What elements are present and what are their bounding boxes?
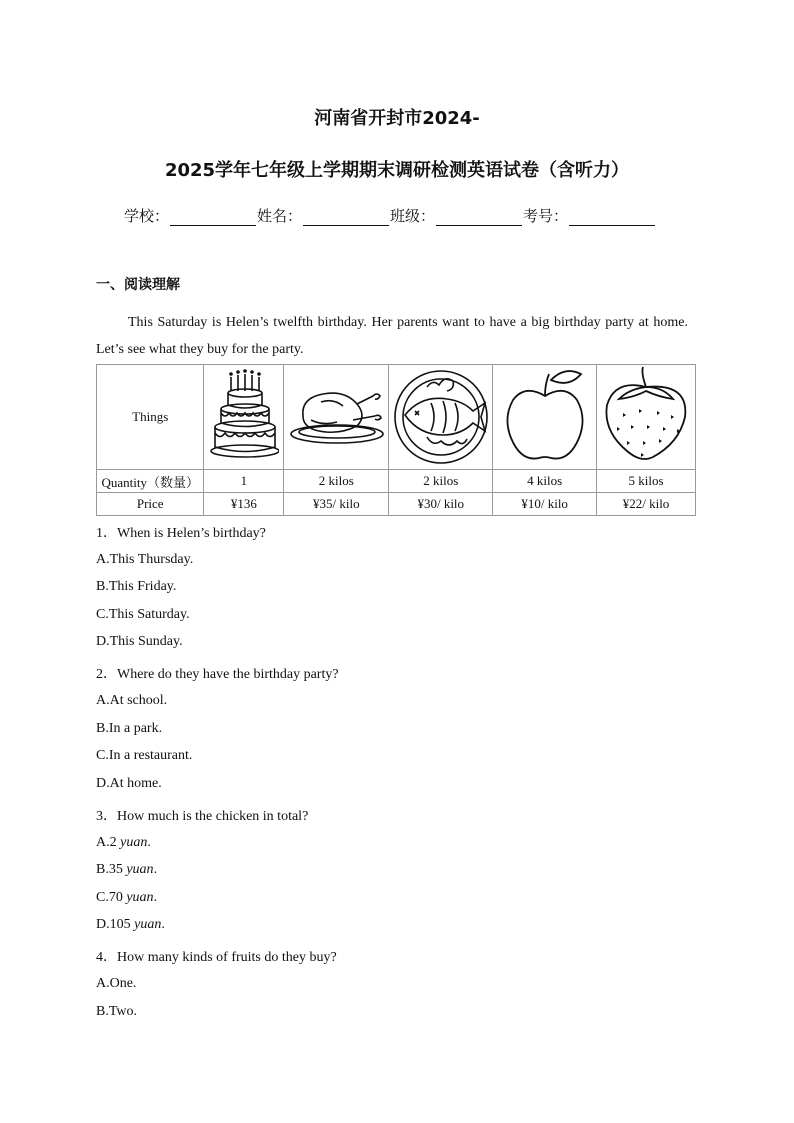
q3-option-a-unit: yuan [120, 835, 148, 850]
q3-option-d[interactable] [96, 917, 165, 933]
q3-option-d-period: . [161, 917, 165, 932]
quantity-strawberry: 5 kilos [597, 470, 696, 493]
price-apple: ¥10/ kilo [493, 493, 597, 516]
quantity-apple: 4 kilos [493, 470, 597, 493]
apple-icon [493, 365, 597, 470]
q3-option-a[interactable] [96, 835, 151, 851]
number-blank[interactable] [569, 211, 655, 226]
number-label: 考号： [523, 207, 569, 225]
q3-option-c-value: C.70 [96, 890, 127, 905]
q1-option-d[interactable]: D.This Sunday. [96, 634, 183, 649]
reading-passage: This Saturday is Helen’s twelfth birthday. Her parents want to have a big birthday party at home. Let’s see what they buy for the party. [96, 315, 688, 357]
question-1-stem: 1．When is Helen’s birthday? [96, 526, 266, 541]
price-cake: ¥136 [204, 493, 284, 516]
q3-option-b-value: B.35 [96, 862, 127, 877]
quantity-chicken: 2 kilos [284, 470, 389, 493]
q2-option-c[interactable]: C.In a restaurant. [96, 748, 193, 763]
name-blank[interactable] [303, 211, 389, 226]
title-line-1: 河南省开封市2024- [314, 108, 480, 129]
q3-option-d-value: D.105 [96, 917, 135, 932]
quantity-fish: 2 kilos [389, 470, 493, 493]
class-blank[interactable] [436, 211, 522, 226]
price-chicken: ¥35/ kilo [284, 493, 389, 516]
q1-option-b[interactable]: B.This Friday. [96, 579, 177, 594]
things-label: Things [97, 365, 204, 470]
question-3-stem: 3．How much is the chicken in total? [96, 809, 309, 824]
q2-option-a[interactable]: A.At school. [96, 693, 168, 708]
question-2-stem: 2．Where do they have the birthday party? [96, 667, 339, 682]
q2-option-b[interactable]: B.In a park. [96, 721, 163, 736]
q3-option-b-unit: yuan [126, 862, 154, 877]
strawberry-icon [597, 365, 696, 470]
q1-option-a[interactable]: A.This Thursday. [96, 552, 194, 567]
q3-option-b[interactable] [96, 862, 157, 878]
q3-option-b-period: . [153, 862, 158, 877]
price-label: Price [97, 493, 204, 516]
price-strawberry: ¥22/ kilo [597, 493, 696, 516]
q3-option-a-value: A.2 [96, 835, 121, 850]
q4-option-a[interactable]: A.One. [96, 976, 137, 991]
q3-option-c[interactable] [96, 890, 157, 906]
quantity-cake: 1 [204, 470, 284, 493]
q1-option-c[interactable]: C.This Saturday. [96, 607, 190, 622]
student-info-line [124, 205, 656, 226]
shopping-table [96, 364, 696, 516]
q3-option-d-unit: yuan [134, 917, 162, 932]
q2-option-d[interactable]: D.At home. [96, 776, 162, 791]
fish-plate-icon [389, 365, 493, 470]
roast-chicken-icon [284, 365, 389, 470]
quantity-label: Quantity（数量） [97, 470, 204, 493]
class-label: 班级： [390, 207, 436, 225]
q3-option-a-period: . [147, 835, 151, 850]
school-label: 学校： [124, 207, 170, 225]
name-label: 姓名： [257, 207, 303, 225]
birthday-cake-icon [204, 365, 284, 470]
q4-option-b[interactable]: B.Two. [96, 1004, 138, 1019]
section-heading: 一、阅读理解 [96, 277, 180, 293]
question-4-stem: 4．How many kinds of fruits do they buy? [96, 950, 337, 965]
q3-option-c-period: . [153, 890, 158, 905]
q3-option-c-unit: yuan [126, 890, 154, 905]
school-blank[interactable] [170, 211, 256, 226]
price-fish: ¥30/ kilo [389, 493, 493, 516]
title-line-2: 2025学年七年级上学期期末调研检测英语试卷（含听力） [164, 160, 630, 181]
